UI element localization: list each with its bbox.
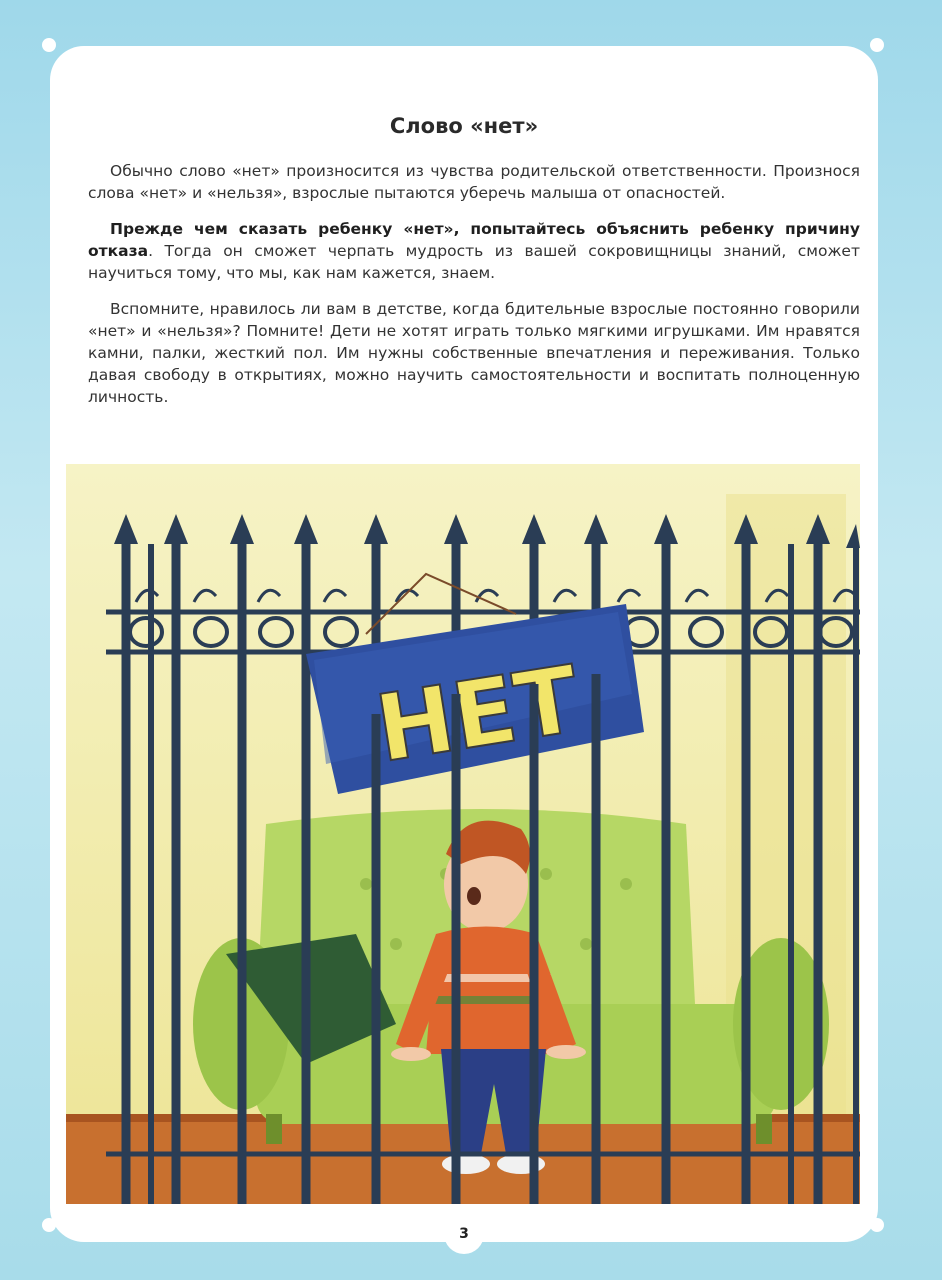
paragraph-2-bold: Прежде чем сказать ребенку «нет», попытайтесь объяснить ребенку причину отказа bbox=[88, 220, 860, 260]
body-text bbox=[88, 160, 860, 422]
illustration-canvas bbox=[66, 464, 860, 1204]
paragraph-2: Прежде чем сказать ребенку «нет», попытайтесь объяснить ребенку причину отказа. Тогда он сможет черпать мудрость из вашей сокровищницы знаний, сможет научиться тому, что мы, как нам кажется, знаем. bbox=[88, 220, 860, 282]
paragraph-1: Обычно слово «нет» произносится из чувства родительской ответственности. Произнося слова «нет» и «нельзя», взрослые пытаются уберечь малыша от опасностей. bbox=[88, 162, 860, 202]
decor-dot-top-right bbox=[870, 38, 884, 52]
page-title: Слово «нет» bbox=[389, 114, 539, 138]
sign-text: НЕТ bbox=[369, 645, 587, 784]
page-number: 3 bbox=[444, 1214, 484, 1254]
illustration-boy-behind-fence bbox=[66, 464, 860, 1204]
paragraph-3: Вспомните, нравилось ли вам в детстве, когда бдительные взрослые постоянно говорили «нет» и «нельзя»? Помните! Дети не хотят играть только мягкими игрушками. Им нравятся камни, палки, жесткий пол. Им нужны собственные впечатления и переживания. Только давая свободу в открытиях, можно научить самостоятельности и воспитать полноценную личность. bbox=[88, 300, 860, 406]
page-sheet bbox=[50, 46, 878, 1242]
decor-dot-top-left bbox=[42, 38, 56, 52]
